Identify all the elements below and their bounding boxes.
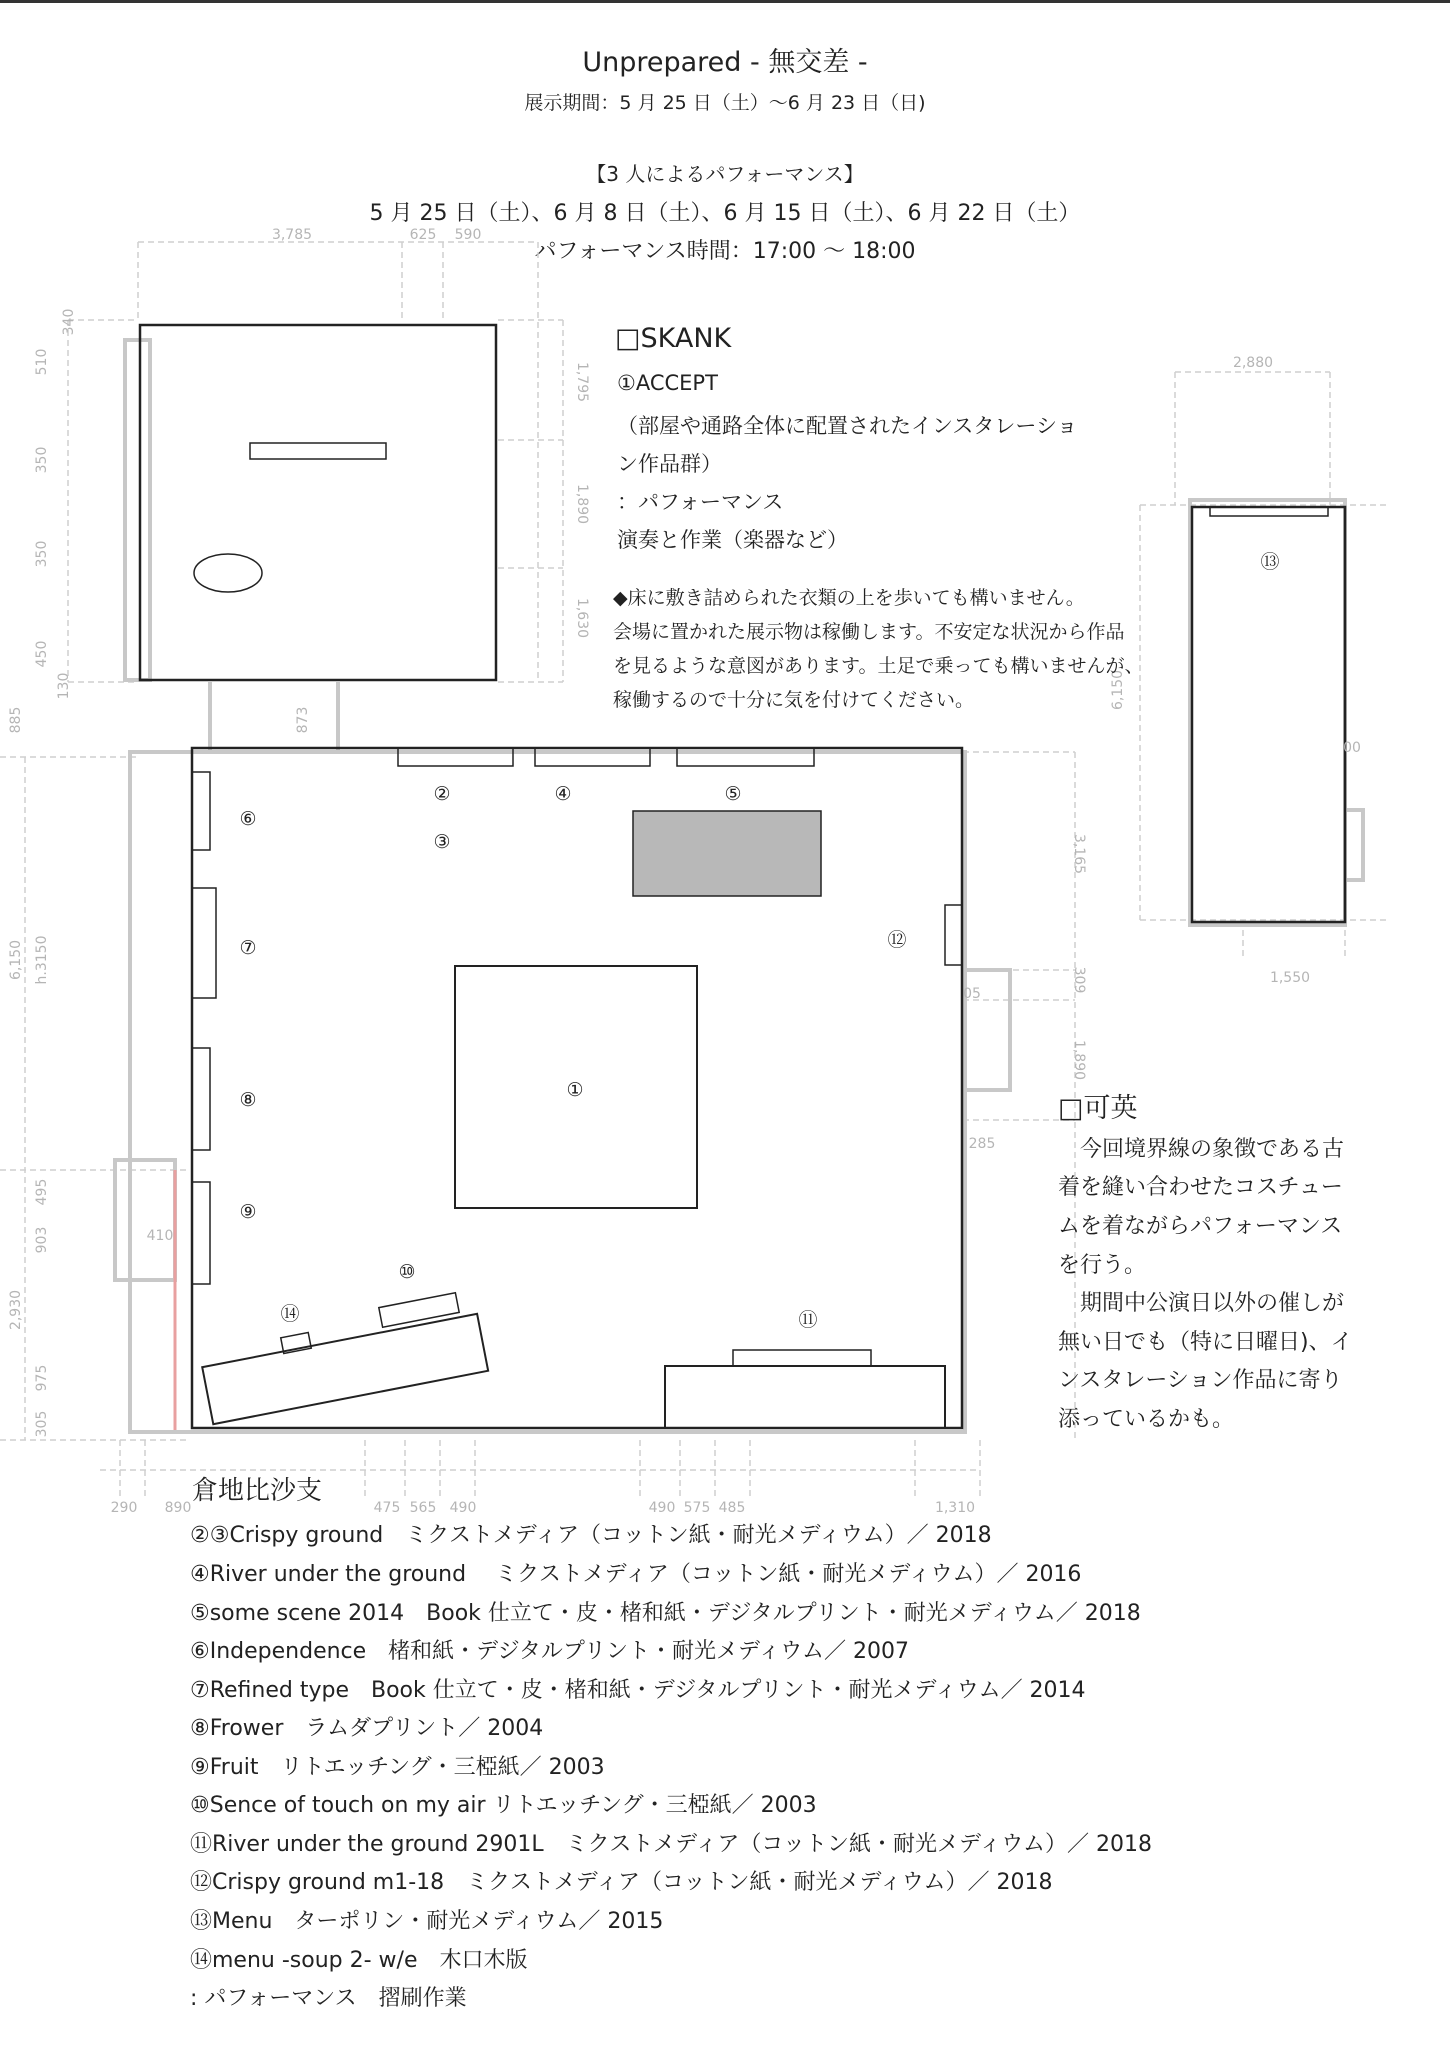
marker-8: ⑧ xyxy=(239,1089,257,1111)
work-item-6: ⑧Frower ラムダプリント／ 2004 xyxy=(190,1716,544,1741)
dim-right-main-4: 05 xyxy=(963,986,981,1002)
marker-14: ⑭ xyxy=(280,1303,300,1325)
performance-dates: 5 月 25 日（土）、6 月 8 日（土）、6 月 15 日（土）、6 月 22 日（土） xyxy=(369,201,1081,226)
marker-5: ⑤ xyxy=(724,783,742,805)
dim-right-upper-1: 1,795 xyxy=(574,361,590,403)
artist-name: 倉地比沙支 xyxy=(192,1476,323,1506)
dim-bottom-6: 490 xyxy=(648,1500,676,1516)
upper-room xyxy=(140,325,496,680)
marker-9: ⑨ xyxy=(239,1201,257,1223)
work-item-7: ⑨Fruit リトエッチング・三椏紙／ 2003 xyxy=(190,1755,605,1780)
marker-10: ⑩ xyxy=(398,1261,416,1283)
skank-line-5: 演奏と作業（楽器など） xyxy=(617,528,848,552)
dim-left-main-5: 495 xyxy=(34,1178,50,1206)
kae-line-7: ンスタレーション作品に寄り xyxy=(1058,1368,1343,1393)
dim-corridor: 873 xyxy=(295,706,311,734)
dim-bottom-3: 475 xyxy=(373,1500,401,1516)
dim-left-upper-5: 450 xyxy=(34,640,50,668)
dim-bottom-2: 890 xyxy=(164,1500,192,1516)
dim-bottom-1: 290 xyxy=(110,1500,138,1516)
work-item-4: ⑥Independence 楮和紙・デジタルプリント・耐光メディウム／ 2007 xyxy=(190,1639,909,1664)
dim-bottom-4: 565 xyxy=(409,1500,437,1516)
dim-bottom-9: 1,310 xyxy=(934,1500,976,1516)
kae-line-5: 期間中公演日以外の催しが xyxy=(1058,1291,1345,1316)
dim-top-1: 3,785 xyxy=(271,227,313,243)
marker-6: ⑥ xyxy=(239,808,257,830)
kae-line-6: 無い日でも（特に日曜日)、イ xyxy=(1058,1330,1353,1355)
dim-left-main-8: 975 xyxy=(34,1364,50,1392)
kae-title: □可英 xyxy=(1058,1093,1138,1124)
marker-11: ⑪ xyxy=(798,1309,818,1331)
skank-line-3: ン作品群） xyxy=(617,452,722,476)
skank-note-1: ◆床に敷き詰められた衣類の上を歩いても構いません。 xyxy=(613,587,1085,609)
dim-bottom-7: 575 xyxy=(683,1500,711,1516)
kae-line-1: 今回境界線の象徴である古 xyxy=(1058,1137,1345,1162)
marker-2: ② xyxy=(433,783,451,805)
dim-annex-4: 00 xyxy=(1343,740,1361,756)
dim-left-main-4: 2,930 xyxy=(8,1289,24,1331)
marker-7: ⑦ xyxy=(239,937,257,959)
dim-top-2: 625 xyxy=(409,227,437,243)
dim-right-main-3: 1,890 xyxy=(1071,1039,1087,1081)
dim-bottom-8: 485 xyxy=(718,1500,746,1516)
dim-left-upper-1: 340 xyxy=(61,308,77,336)
exhibition-period: 展示期間：5 月 25 日（土）〜6 月 23 日（日) xyxy=(524,92,926,114)
dim-bottom-5: 490 xyxy=(449,1500,477,1516)
dim-left-main-9: 305 xyxy=(34,1410,50,1438)
dim-right-upper-3: 1,630 xyxy=(574,597,590,639)
performance-time: パフォーマンス時間：17:00 〜 18:00 xyxy=(534,239,916,264)
work-item-11: ⑬Menu ターポリン・耐光メディウム／ 2015 xyxy=(190,1909,664,1934)
kae-line-3: ムを着ながらパフォーマンス xyxy=(1058,1214,1343,1239)
work-item-3: ⑤some scene 2014 Book 仕立て・皮・楮和紙・デジタルプリント・耐光メディウム／ 2018 xyxy=(190,1601,1141,1626)
dim-right-main-2: 309 xyxy=(1071,966,1087,994)
gray-block xyxy=(633,811,821,896)
work-item-2: ④River under the ground ミクストメディア（コットン紙・耐光メディウム）／ 2016 xyxy=(190,1562,1082,1587)
skank-line-2: （部屋や通路全体に配置されたインスタレーショ xyxy=(617,414,1078,438)
dim-right-main-5: 285 xyxy=(968,1136,996,1152)
kae-line-2: 着を縫い合わせたコスチュー xyxy=(1058,1175,1343,1200)
work-item-12: ⑭menu -soup 2- w/e 木口木版 xyxy=(190,1948,528,1973)
work-item-9: ⑪River under the ground 2901L ミクストメディア（コットン紙・耐光メディウム）／ 2018 xyxy=(190,1832,1152,1857)
kae-line-8: 添っているかも。 xyxy=(1058,1407,1235,1432)
dim-left-upper-6: 130 xyxy=(56,672,72,700)
work-item-8: ⑩Sence of touch on my air リトエッチング・三椏紙／ 2003 xyxy=(190,1793,817,1818)
skank-note-3: を見るような意図があります。土足で乗っても構いませんが、 xyxy=(613,655,1144,677)
dim-left-main-2: 6,150 xyxy=(8,939,24,981)
dim-annex-2: 6,150 xyxy=(1110,669,1126,711)
kae-line-4: を行う。 xyxy=(1058,1253,1147,1278)
marker-3: ③ xyxy=(433,831,451,853)
work-item-10: ⑫Crispy ground m1-18 ミクストメディア（コットン紙・耐光メディウム）／ 2018 xyxy=(190,1870,1053,1895)
performance-heading: 【3 人によるパフォーマンス】 xyxy=(586,162,864,186)
dim-right-main-1: 3,165 xyxy=(1071,833,1087,875)
dim-left-main-6: 903 xyxy=(34,1226,50,1254)
skank-note-4: 稼働するので十分に気を付けてください。 xyxy=(613,689,975,711)
dim-left-upper-3: 350 xyxy=(34,446,50,474)
page-title: Unprepared - 無交差 - xyxy=(582,47,868,78)
skank-note-2: 会場に置かれた展示物は稼働します。不安定な状況から作品 xyxy=(613,621,1125,643)
dim-annex-1: 2,880 xyxy=(1232,355,1274,371)
dim-left-main-3: h.3150 xyxy=(34,935,50,985)
dim-annex-3: 1,550 xyxy=(1269,970,1311,986)
work-item-5: ⑦Refined type Book 仕立て・皮・楮和紙・デジタルプリント・耐光メディウム／ 2014 xyxy=(190,1678,1086,1703)
dim-left-main-7: 410 xyxy=(146,1228,174,1244)
marker-4: ④ xyxy=(554,783,572,805)
marker-1: ① xyxy=(566,1079,584,1101)
work-item-13: : パフォーマンス 摺刷作業 xyxy=(190,1986,467,2011)
skank-line-1: ①ACCEPT xyxy=(617,371,718,395)
skank-line-4: ：パフォーマンス xyxy=(617,490,784,514)
skank-title: □SKANK xyxy=(615,323,732,354)
dim-right-upper-2: 1,890 xyxy=(574,483,590,525)
work-item-1: ②③Crispy ground ミクストメディア（コットン紙・耐光メディウム）／ 2018 xyxy=(190,1523,992,1548)
dim-left-upper-4: 350 xyxy=(34,540,50,568)
dim-left-upper-2: 510 xyxy=(34,348,50,376)
dim-top-3: 590 xyxy=(454,227,482,243)
dim-left-main-1: 885 xyxy=(8,706,24,734)
marker-13: ⑬ xyxy=(1260,551,1280,573)
marker-12: ⑫ xyxy=(887,929,907,951)
